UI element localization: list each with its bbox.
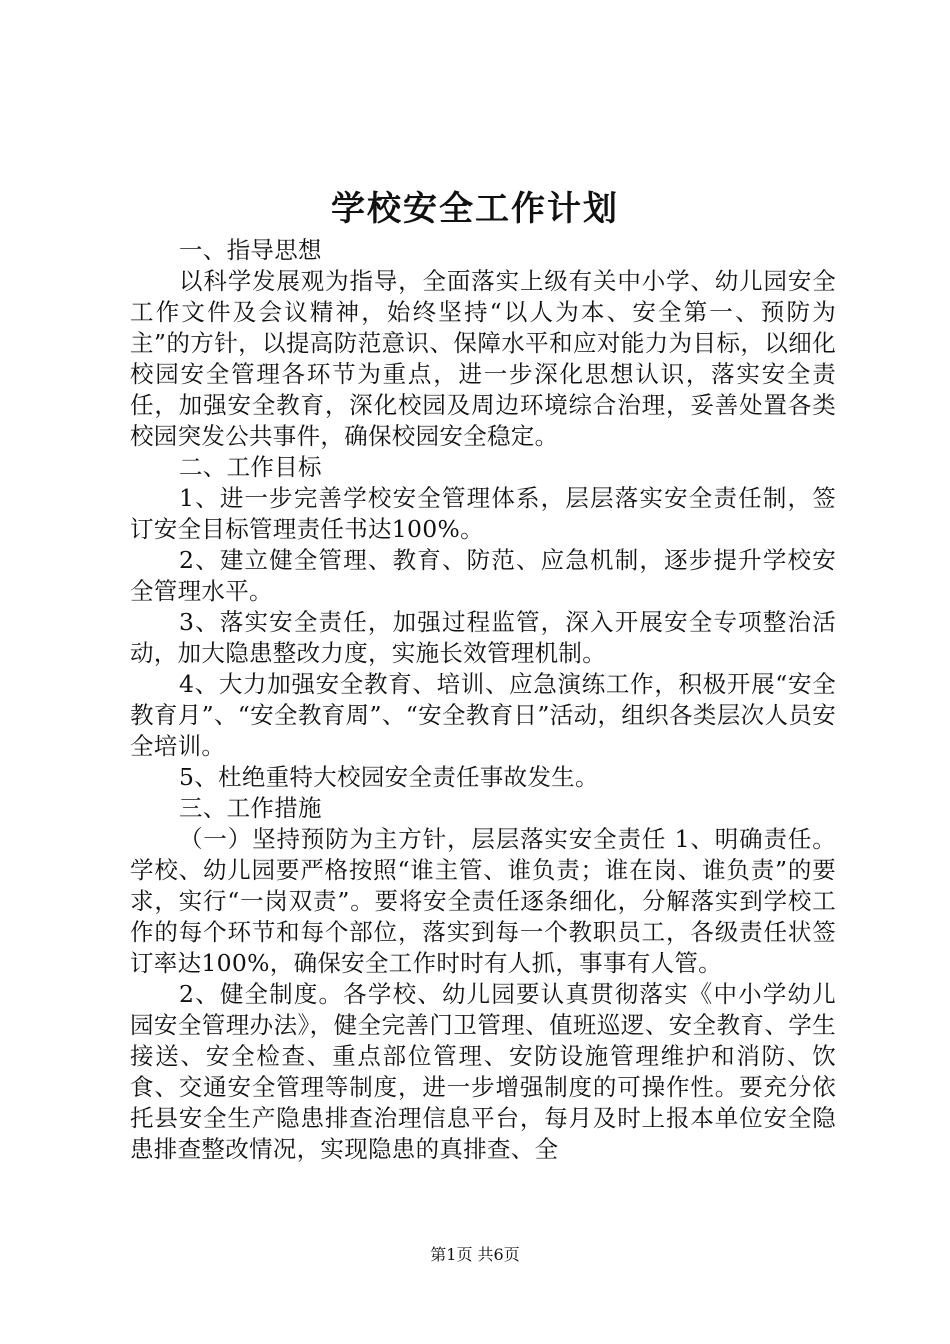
measure-paragraph-2: 2、健全制度。各学校、幼儿园要认真贯彻落实《中小学幼儿园安全管理办法》，健全完善门卫管理、值班巡逻、安全教育、学生接送、安全检查、重点部位管理、安防设施管理维护和消防、饮食、交通安全管理等制度，进一步增强制度的可操作性。要充分依托县安全生产隐患排查治理信息平台，每月及时上报本单位安全隐患排查整改情况，实现隐患的真排查、全	[130, 980, 836, 1163]
goal-item-2: 2、建立健全管理、教育、防范、应急机制，逐步提升学校安全管理水平。	[130, 546, 836, 605]
document-title: 学校安全工作计划	[331, 189, 619, 229]
paragraph-guiding-ideology: 以科学发展观为指导，全面落实上级有关中小学、幼儿园安全工作文件及会议精神，始终坚持“以人为本、安全第一、预防为主”的方针，以提高防范意识、保障水平和应对能力为目标，以细化校园安全管理各环节为重点，进一步深化思想认识，落实安全责任，加强安全教育，深化校园及周边环境综合治理，妥善处置各类校园突发公共事件，确保校园安全稳定。	[130, 267, 836, 450]
document-body	[130, 235, 836, 1165]
goal-item-3: 3、落实安全责任，加强过程监管，深入开展安全专项整治活动，加大隐患整改力度，实施长效管理机制。	[130, 608, 836, 667]
page-footer: 第1页 共6页	[430, 1245, 520, 1264]
section-heading-work-goals: 二、工作目标	[179, 453, 322, 481]
section-heading-guiding-ideology: 一、指导思想	[179, 236, 322, 264]
section-heading-work-measures: 三、工作措施	[179, 794, 322, 822]
goal-item-4: 4、大力加强安全教育、培训、应急演练工作，积极开展“安全教育月”、“安全教育周”、“安全教育日”活动，组织各类层次人员安全培训。	[130, 670, 836, 760]
goal-item-1: 1、进一步完善学校安全管理体系，层层落实安全责任制，签订安全目标管理责任书达100%。	[130, 484, 836, 543]
goal-item-5: 5、杜绝重特大校园安全责任事故发生。	[179, 763, 599, 791]
measure-paragraph-1: （一）坚持预防为主方针，层层落实安全责任 1、明确责任。学校、幼儿园要严格按照“谁主管、谁负责；谁在岗、谁负责”的要求，实行“一岗双责”。要将安全责任逐条细化，分解落实到学校工作的每个环节和每个部位，落实到每一个教职员工，各级责任状签订率达100%，确保安全工作时时有人抓，事事有人管。	[130, 825, 836, 977]
